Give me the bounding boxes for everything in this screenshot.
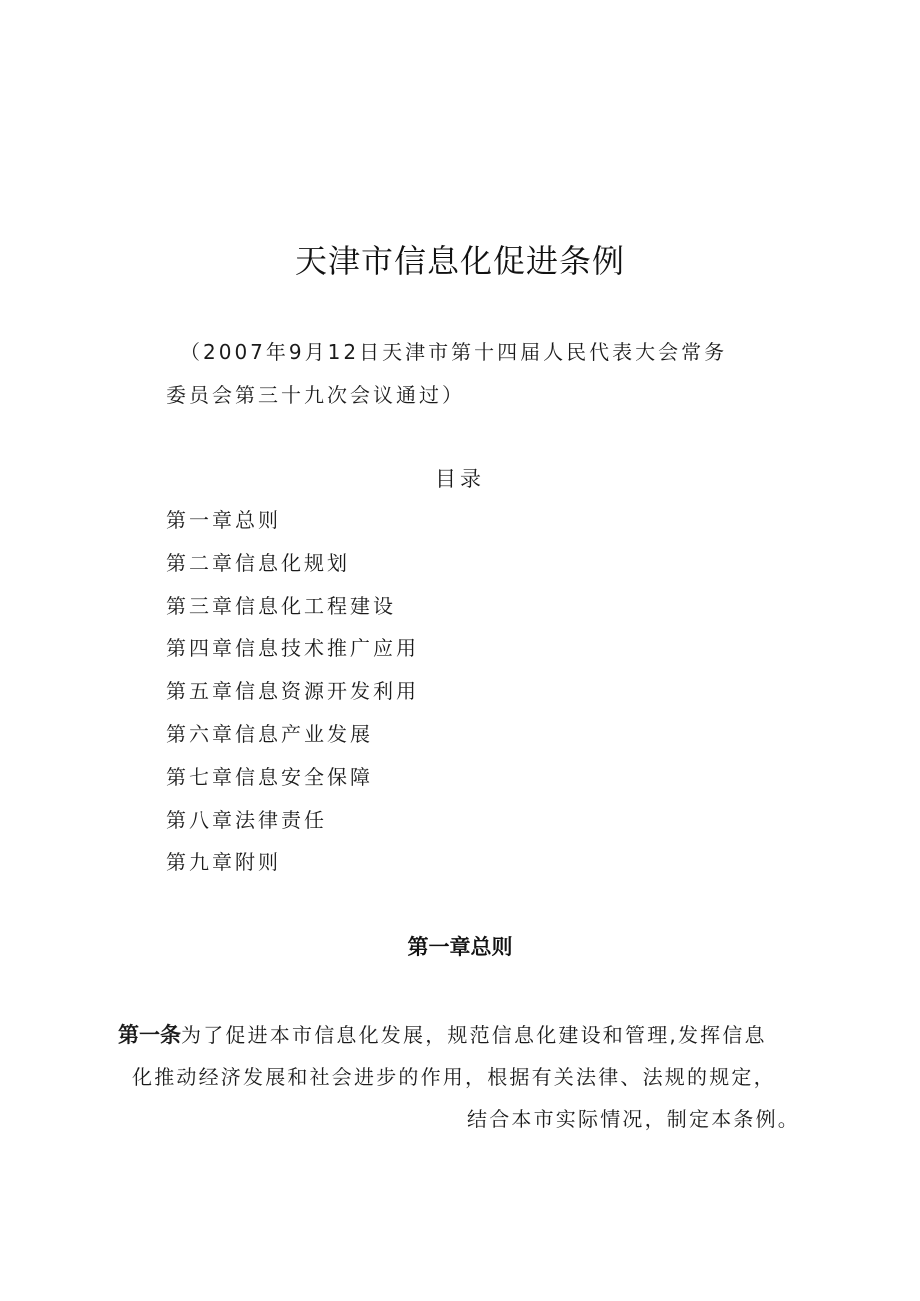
article-line-2: 化推动经济发展和社会进步的作用，根据有关法律、法规的规定，	[132, 1065, 776, 1089]
article-1	[118, 1014, 808, 1140]
toc-item: 第四章信息技术推广应用	[166, 636, 419, 661]
toc-item: 第八章法律责任	[166, 807, 327, 832]
toc-item: 第三章信息化工程建设	[166, 593, 396, 618]
toc-item: 第一章总则	[166, 508, 281, 532]
toc-item: 第五章信息资源开发利用	[166, 679, 419, 704]
article-line-1	[118, 1014, 808, 1056]
document-title: 天津市信息化促进条例	[294, 242, 625, 280]
toc-item: 第七章信息安全保障	[166, 764, 373, 789]
toc-heading: 目录	[435, 467, 485, 491]
adoption-note-line-2: 委员会第三十九次会议通过）	[166, 383, 465, 407]
table-of-contents	[166, 504, 419, 889]
article-label: 第一条	[118, 1023, 181, 1047]
toc-item: 第二章信息化规划	[166, 550, 350, 575]
chapter-heading: 第一章总则	[407, 935, 513, 959]
toc-item: 第六章信息产业发展	[166, 721, 373, 746]
article-text-1: 为了促进本市信息化发展，规范信息化建设和管理,发挥信息	[181, 1023, 767, 1047]
toc-item: 第九章附则	[166, 850, 281, 875]
adoption-note-line-1: （2007年9月12日天津市第十四届人民代表大会常务	[180, 340, 728, 364]
article-line-3: 结合本市实际情况，制定本条例。	[467, 1107, 800, 1131]
